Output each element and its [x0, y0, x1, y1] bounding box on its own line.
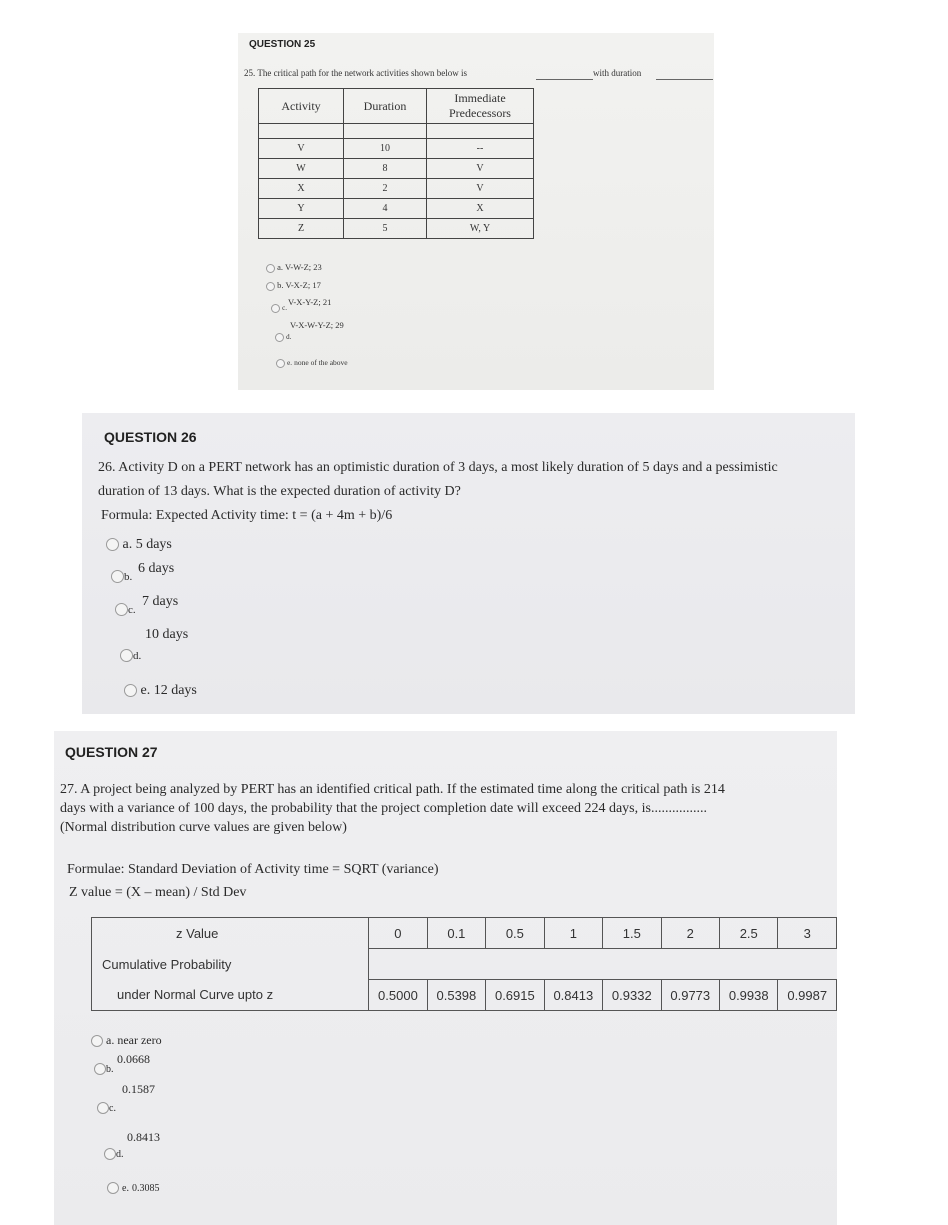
duration-cell: 2 — [344, 179, 427, 199]
table-header: Activity — [259, 89, 344, 124]
prob-cell: 0.9773 — [661, 980, 719, 1011]
answer-blank-duration — [656, 79, 713, 80]
option-b[interactable]: b. — [111, 569, 132, 585]
activity-table — [258, 88, 534, 239]
question-26-text-line1: 26. Activity D on a PERT network has an optimistic duration of 3 days, a most likely duration of 5 days and a pessimistic — [98, 460, 778, 475]
table-row — [259, 139, 534, 159]
question-26-text-line2: duration of 13 days. What is the expected duration of activity D? — [98, 484, 461, 499]
prob-cell: 0.6915 — [486, 980, 544, 1011]
question-27-panel — [54, 731, 837, 1225]
option-d-text: 0.8413 — [127, 1130, 160, 1144]
predecessor-cell: X — [427, 199, 534, 219]
radio-button[interactable] — [266, 264, 275, 273]
question-27-text-line1: 27. A project being analyzed by PERT has an identified critical path. If the estimated time along the critical path is 214 — [60, 782, 725, 797]
radio-button[interactable] — [266, 282, 275, 291]
z-cell: 2.5 — [720, 918, 778, 949]
table-row — [259, 199, 534, 219]
radio-button[interactable] — [104, 1148, 116, 1160]
question-27-heading: QUESTION 27 — [65, 744, 158, 760]
radio-button[interactable] — [91, 1035, 103, 1047]
option-d-text: 10 days — [145, 627, 189, 642]
option-d[interactable]: d. — [275, 331, 291, 342]
cum-prob-label: Cumulative Probability — [92, 949, 369, 980]
option-e[interactable]: e. 0.3085 — [107, 1180, 159, 1195]
question-27-formula2: Z value = (X – mean) / Std Dev — [69, 885, 247, 900]
option-b-text: 0.0668 — [117, 1052, 150, 1066]
duration-cell: 10 — [344, 139, 427, 159]
radio-button[interactable] — [271, 304, 280, 313]
radio-button[interactable] — [276, 359, 285, 368]
activity-cell: Y — [259, 199, 344, 219]
question-27-text-line2: days with a variance of 100 days, the probability that the project completion date will exceed 224 days, is................ — [60, 801, 707, 816]
activity-cell: V — [259, 139, 344, 159]
radio-button[interactable] — [124, 684, 137, 697]
duration-cell: 8 — [344, 159, 427, 179]
option-b-text: 6 days — [138, 561, 175, 576]
option-e[interactable]: e. none of the above — [276, 357, 348, 368]
answer-blank-path — [536, 79, 593, 80]
activity-cell: Z — [259, 219, 344, 239]
radio-button[interactable] — [111, 570, 124, 583]
radio-button[interactable] — [115, 603, 128, 616]
option-c-text: 0.1587 — [122, 1082, 155, 1096]
option-d-text: V-X-W-Y-Z; 29 — [290, 320, 344, 330]
option-c-text: 7 days — [142, 594, 179, 609]
radio-button[interactable] — [97, 1102, 109, 1114]
option-c[interactable]: c. — [97, 1100, 116, 1115]
prob-cell: 0.5000 — [369, 980, 427, 1011]
option-b[interactable]: b. V-X-Z; 17 — [266, 280, 321, 291]
question-25-panel — [238, 33, 714, 390]
cum-prob-label-2: under Normal Curve upto z — [92, 980, 369, 1011]
radio-button[interactable] — [107, 1182, 119, 1194]
option-c-text: V-X-Y-Z; 21 — [288, 297, 332, 307]
normal-distribution-table — [91, 917, 837, 1011]
question-26-formula: Formula: Expected Activity time: t = (a + 4m + b)/6 — [101, 508, 393, 523]
predecessor-cell: V — [427, 159, 534, 179]
duration-cell: 5 — [344, 219, 427, 239]
activity-cell: X — [259, 179, 344, 199]
question-27-formula1: Formulae: Standard Deviation of Activity time = SQRT (variance) — [67, 862, 439, 877]
prob-cell: 0.9938 — [720, 980, 778, 1011]
question-26-panel — [82, 413, 855, 714]
predecessor-cell: W, Y — [427, 219, 534, 239]
z-value-label: z Value — [92, 918, 369, 949]
z-cell: 0.1 — [427, 918, 485, 949]
table-row — [92, 918, 837, 949]
radio-button[interactable] — [106, 538, 119, 551]
predecessor-cell: -- — [427, 139, 534, 159]
activity-cell: W — [259, 159, 344, 179]
option-a[interactable]: a. near zero — [91, 1033, 162, 1048]
predecessor-cell: V — [427, 179, 534, 199]
prob-cell: 0.9332 — [603, 980, 661, 1011]
radio-button[interactable] — [120, 649, 133, 662]
duration-cell: 4 — [344, 199, 427, 219]
question-25-heading: QUESTION 25 — [249, 39, 316, 50]
z-cell: 1 — [544, 918, 602, 949]
prob-cell: 0.9987 — [778, 980, 837, 1011]
table-header: Immediate Predecessors — [427, 89, 534, 124]
option-b[interactable]: b. — [94, 1061, 114, 1076]
table-row — [92, 980, 837, 1011]
question-25-prompt-mid: with duration — [593, 68, 642, 78]
z-cell: 1.5 — [603, 918, 661, 949]
prob-cell: 0.8413 — [544, 980, 602, 1011]
question-27-text-line3: (Normal distribution curve values are given below) — [60, 820, 347, 835]
option-d[interactable]: d. — [120, 648, 141, 664]
radio-button[interactable] — [94, 1063, 106, 1075]
option-a[interactable]: a. V-W-Z; 23 — [266, 262, 322, 273]
option-d[interactable]: d. — [104, 1146, 124, 1161]
option-c[interactable]: c. — [115, 602, 136, 618]
table-row — [259, 159, 534, 179]
z-cell: 0 — [369, 918, 427, 949]
option-e[interactable]: e. 12 days — [124, 683, 197, 699]
table-row — [259, 219, 534, 239]
z-cell: 2 — [661, 918, 719, 949]
prob-cell: 0.5398 — [427, 980, 485, 1011]
question-26-heading: QUESTION 26 — [104, 429, 197, 445]
option-a[interactable]: a. 5 days — [106, 537, 172, 553]
table-row — [92, 949, 837, 980]
option-c[interactable]: c. — [271, 302, 287, 313]
z-cell: 0.5 — [486, 918, 544, 949]
radio-button[interactable] — [275, 333, 284, 342]
z-cell: 3 — [778, 918, 837, 949]
table-row — [259, 179, 534, 199]
question-25-prompt: 25. The critical path for the network activities shown below is — [244, 68, 468, 78]
table-header: Duration — [344, 89, 427, 124]
